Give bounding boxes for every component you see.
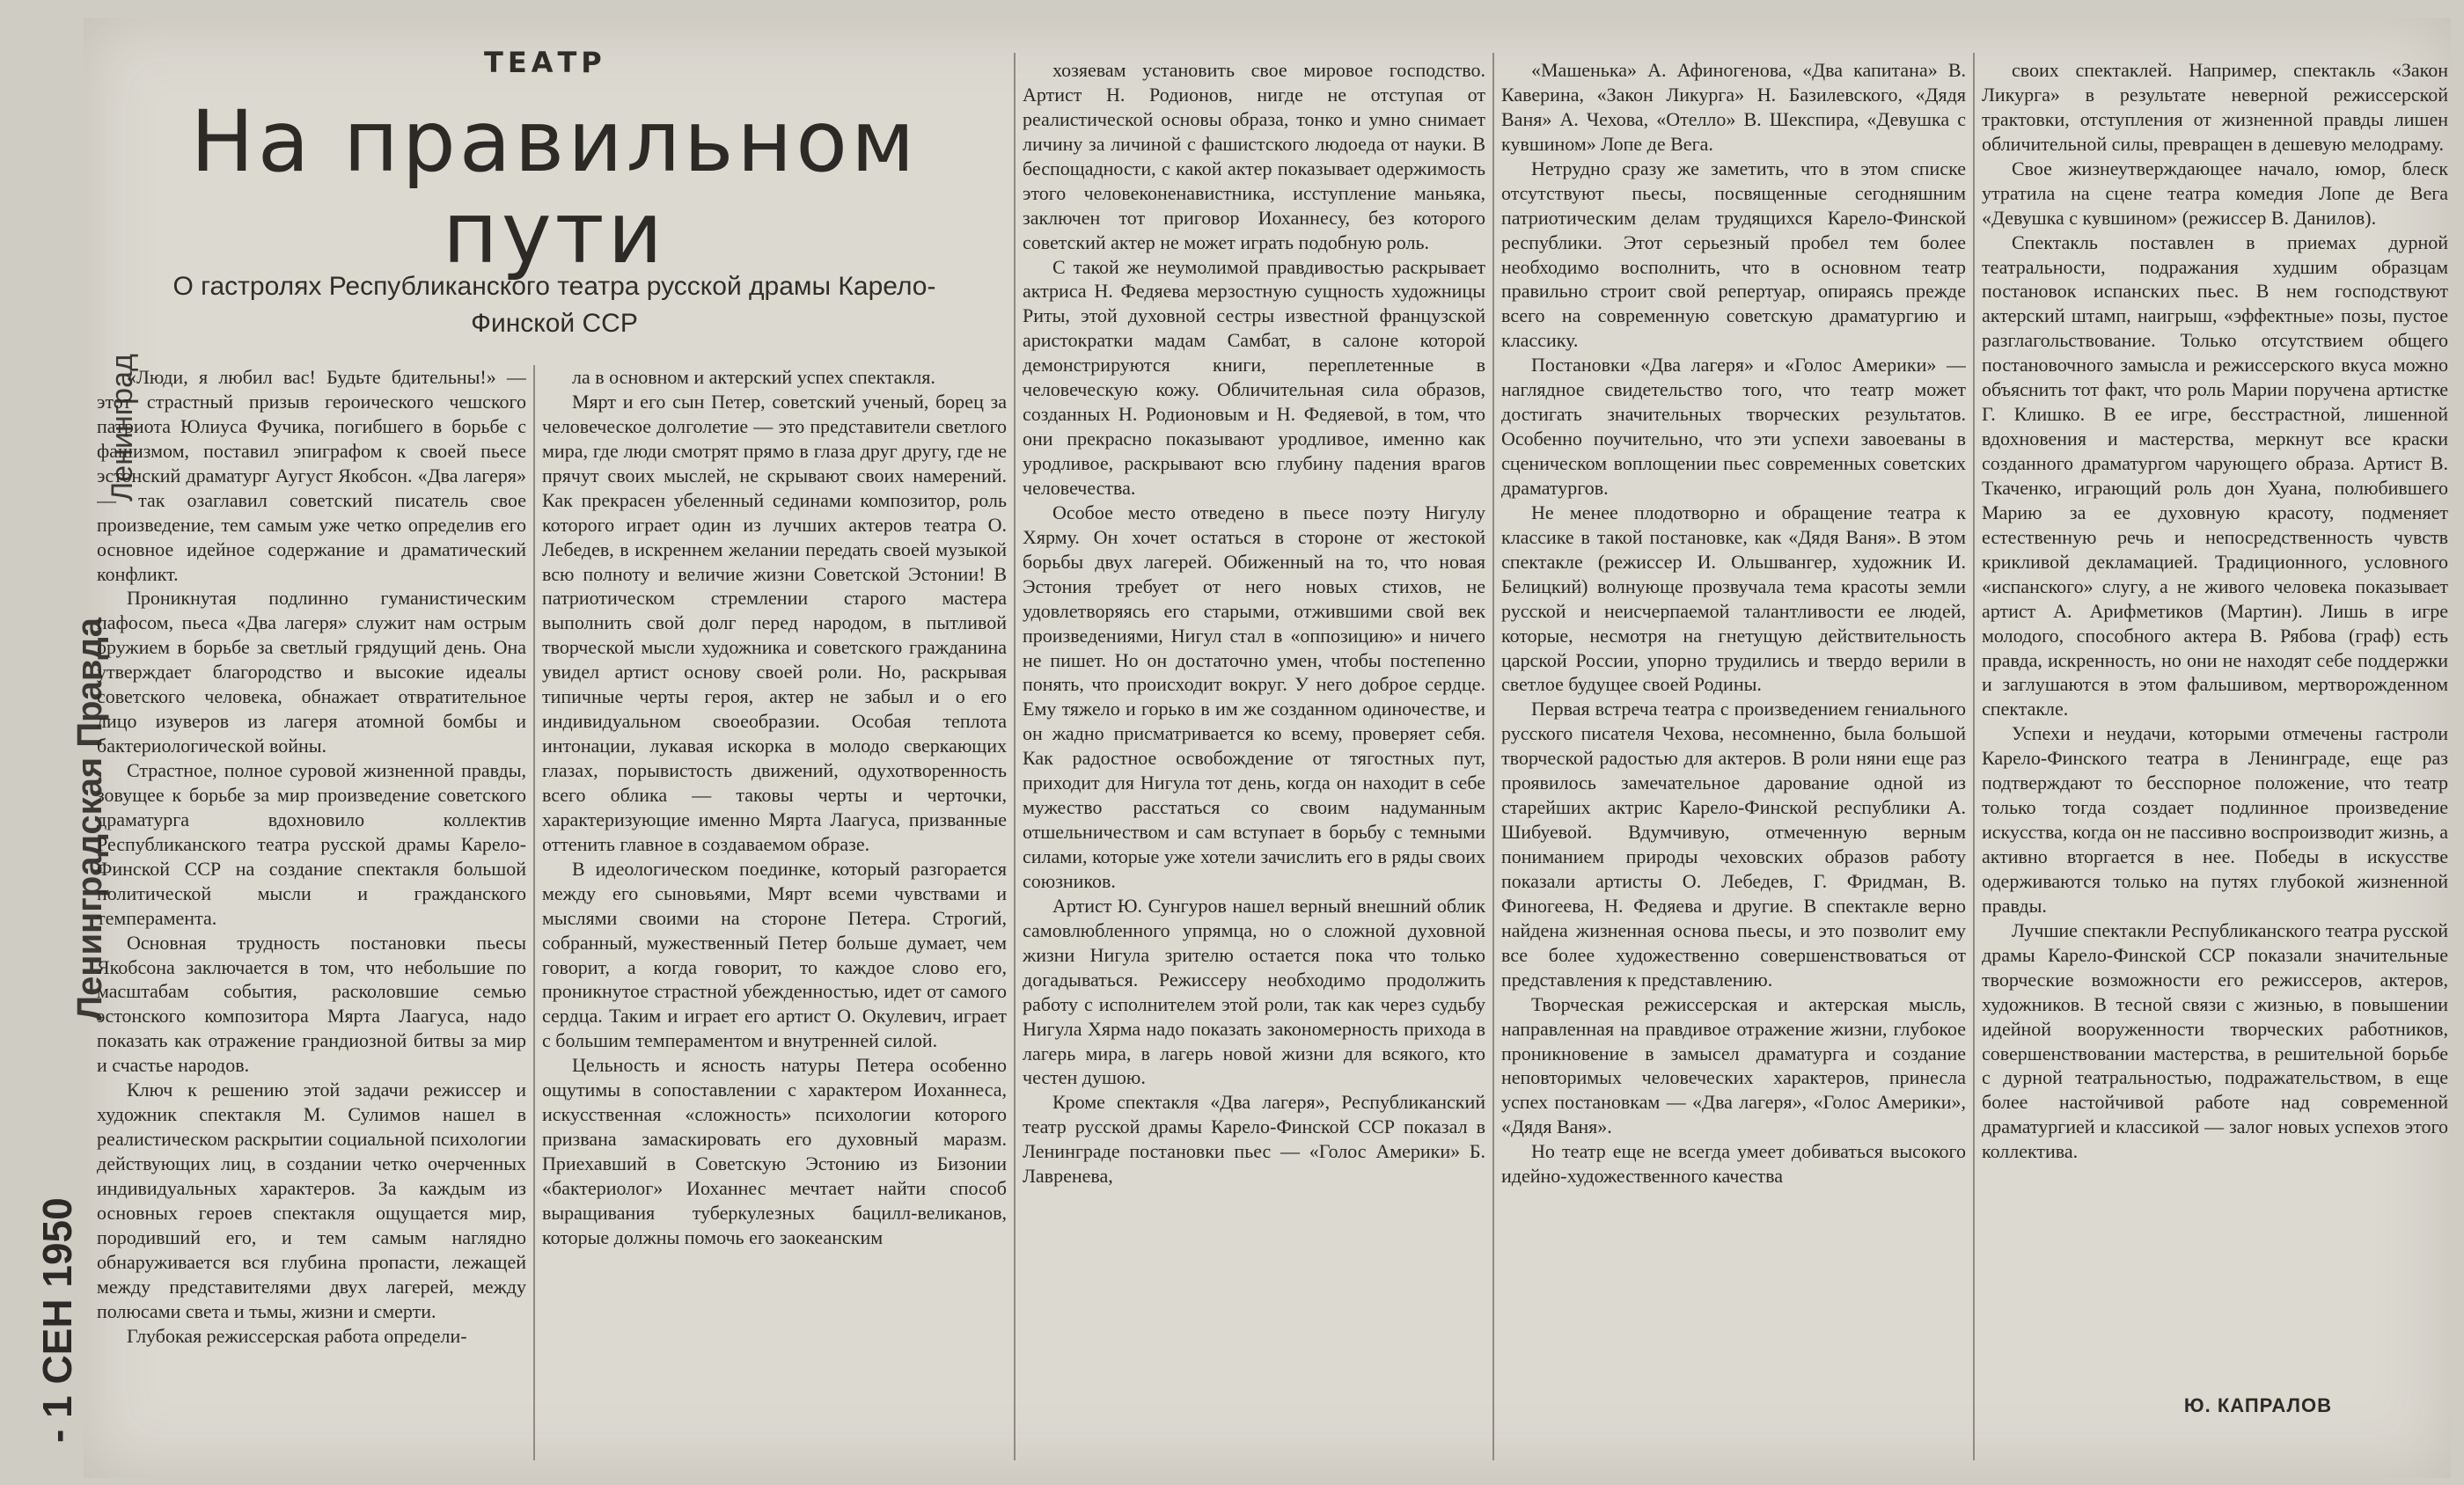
article-paragraph: Нетрудно сразу же заметить, что в этом списке отсутствуют пьесы, посвященные сегодняшним патриотическим делам трудящихся Карело-Финской республики. Этот серьезный пробел тем более необходимо восполнить, что в основном театр правильно строит свой репертуар, опираясь прежде всего на современную советскую драматургию и классику. — [1501, 157, 1966, 352]
article-paragraph: Первая встреча театра с произведением гениального русского писателя Чехова, несомненно, была большой творческой радостью для актеров. В роли няни еще раз проявилось замечательное дарование одной из старейших актрис Карело-Финской республики А. Шибуевой. Вдумчивую, отмеченную верным пониманием природы чеховских образов работу показали артисты О. Лебедев, Г. Фридман, В. Финогеева, Н. Федяева и другие. В спектакле верно найдена жизненная основа пьесы, и это позволит ему все более художественно совершенствоваться от представления к представлению. — [1501, 698, 1966, 991]
article-paragraph: «Люди, я любил вас! Будьте бдительны!» — этот страстный призыв героического чешского патриота Юлиуса Фучика, погибшего в борьбе с фашизмом, поставил эпиграфом к своей пьесе эстонский драматург Аугуст Якобсон. «Два лагеря» — так озаглавил советский писатель свое произведение, тем самым уже четко определив его основное идейное содержание и драматический конфликт. — [97, 366, 526, 585]
article-paragraph: Спектакль поставлен в приемах дурной театральности, подражания худшим образцам постановок испанских пьес. В нем господствуют актерский штамп, наигрыш, «эффектные» позы, пустое разглагольствование. Только отсутствием общего постановочного замысла и режиссерского вкуса можно объяснить тот факт, что роль Марии поручена артистке Г. Клишко. В ее игре, бесстрастной, лишенной вдохновения и мастерства, меркнут все краски созданного драматургом чарующего образа. Артист В. Ткаченко, играющий роль дон Хуана, полюбившего Марию за ее духовную красоту, подменяет естественную речь и непосредственность чувств крикливой декламацией. Традиционного, условного «испанского» слугу, а не живого человека показывает артист А. Арифметиков (Мартин). Лишь в игре молодого, способного актера В. Рябова (граф) есть правда, искренность, но они не находят себе поддержки и заглушаются в этом фальшивом, мертворожденном спектакле. — [1982, 230, 2448, 721]
article-paragraph: Мярт и его сын Петер, советский ученый, борец за человеческое долголетие — это представители светлого мира, где люди смотрят прямо в глаза друг другу, где не прячут своих мыслей, не скрывают своих намерений. Как прекрасен убеленный сединами композитор, роль которого играет один из лучших актеров театра О. Лебедев, в искреннем желании передать своей музыкой всю полноту и величие жизни Советской Эстонии! В патриотическом стремлении старого мастера выполнить свой долг перед народом, в пытливой творческой мысли художника и советского гражданина увидел артист основу своей роли. Но, раскрывая типичные черты героя, актер не забыл и о его индивидуальном своеобразии. Особая теплота интонации, лукавая искорка в молодо сверкающих глазах, порывистость движений, одухотворенность всего облика — таковы черты и черточки, характеризующие именно Мярта Лаагуса, призванные оттенить главное в создаваемом образе. — [542, 390, 1007, 855]
article-paragraph: Свое жизнеутверждающее начало, юмор, блеск утратила на сцене театра комедия Лопе де Вега «Девушка с кувшином» (режиссер В. Данилов). — [1982, 157, 2448, 229]
column-divider — [1973, 53, 1975, 1460]
article-subtitle: О гастролях Республиканского театра русской драмы Карело-Финской ССР — [172, 272, 936, 338]
article-paragraph: Страстное, полное суровой жизненной правды, зовущее к борьбе за мир произведение советского драматурга вдохновило коллектив Республиканского театра русской драмы Карело-Финской ССР на создание спектакля большой политической мысли и гражданского темперамента. — [97, 759, 526, 929]
article-paragraph: Ключ к решению этой задачи режиссер и художник спектакля М. Сулимов нашел в реалистическом раскрытии социальной психологии действующих лиц, в создании четко очерченных индивидуальных характеров. За каждым из основных героев спектакля ощущается мир, породивший его, и тем самым наглядно обнаруживается вся глубина пропасти, лежащей между представителями двух лагерей, между полюсами света и тьмы, жизни и смерти. — [97, 1079, 526, 1322]
article-column-4 — [1501, 58, 1966, 1466]
column-divider — [1014, 53, 1016, 1460]
article-paragraph: Не менее плодотворно и обращение театра к классике в такой постановке, как «Дядя Ваня». В этом спектакле (режиссер И. Ольшвангер, художник И. Белицкий) волнующе прозвучала тема красоты земли русской и неисчерпаемой талантливости ее людей, которые, несмотря на гнетущую действительность царской России, упорно трудились и твердо верили в светлое будущее своей Родины. — [1501, 501, 1966, 696]
article-column-3 — [1023, 58, 1485, 1466]
article-paragraph: Основная трудность постановки пьесы Якобсона заключается в том, что небольшие по масштабам события, расколовшие семью эстонского композитора Мярта Лаагуса, надо показать как отражение грандиозной битвы за мир и счастье народов. — [97, 931, 526, 1077]
stamp-city: Ленинград — [106, 354, 139, 501]
rubric-label: ТЕАТР — [484, 46, 606, 79]
article-column-1 — [97, 365, 526, 1465]
article-paragraph: С такой же неумолимой правдивостью раскрывает актриса Н. Федяева мерзостную сущность художницы Риты, этой духовной сестры известной французской аристократки мадам Самбат, в салоне которой демонстрируются книги, переплетенные в человеческую кожу. Обличительная сила образов, созданных Н. Родионовым и Н. Федяевой, в том, что они прекрасно показывают уродливое, именно как уродливое, раскрывают всю глубину падения врагов человечества. — [1023, 255, 1485, 499]
article-paragraph: Лучшие спектакли Республиканского театра русской драмы Карело-Финской ССР показали значительные творческие возможности его режиссеров, актеров, художников. В тесной связи с жизнью, в повышении идейной вооруженности творческих работников, совершенствовании мастерства, в решительной борьбе с дурной театральностью, подражательством, в еще более настойчивой работе над современной драматургией и классикой — залог новых успехов этого коллектива. — [1982, 918, 2448, 1163]
article-paragraph: Цельность и ясность натуры Петера особенно ощутимы в сопоставлении с характером Иоханнеса, искусственная «сложность» психологии которого призвана замаскировать его духовный маразм. Приехавший в Советскую Эстонию из Бизонии «бактериолог» Иоханнес мечтает найти способ выращивания туберкулезных бацилл-великанов, которые должны помочь его заокеанским — [542, 1054, 1007, 1248]
article-paragraph: Успехи и неудачи, которыми отмечены гастроли Карело-Финского театра в Ленинграде, еще раз подтверждают то бесспорное положение, что театр только тогда создает подлинное произведение искусства, когда он не пассивно воспроизводит жизнь, а активно вторгается в нее. Победы в искусстве одерживаются только на путях глубокой жизненной правды. — [1982, 722, 2448, 917]
article-paragraph: Проникнутая подлинно гуманистическим пафосом, пьеса «Два лагеря» служит нам острым оружием в борьбе за светлый грядущий день. Она утверждает благородство и высокие идеалы советского человека, обнажает отвратительное лицо изуверов из лагеря атомной бомбы и бактериологической войны. — [97, 587, 526, 757]
article-paragraph: Постановки «Два лагеря» и «Голос Америки» — наглядное свидетельство того, что театр может достигать значительных творческих результатов. Особенно поучительно, что эти успехи завоеваны в сценическом воплощении пьес современных советских драматургов. — [1501, 354, 1966, 499]
article-title: На правильном пути — [190, 92, 919, 282]
article-column-5 — [1982, 58, 2448, 1391]
article-paragraph: своих спектаклей. Например, спектакль «Закон Ликурга» в результате неверной режиссерской трактовки, отступления от жизненной правды лишен обличительной силы, превращен в дешевую мелодраму. — [1982, 59, 2448, 155]
library-stamp — [18, 211, 139, 1443]
stamp-date: - 1 СЕН 1950 — [34, 1197, 80, 1443]
article-paragraph: Творческая режиссерская и актерская мысль, направленная на правдивое отражение жизни, глубокое проникновение в замысел драматурга и создание неповторимых человеческих характеров, принесла успех постановкам — «Два лагеря», «Голос Америки», «Дядя Ваня». — [1501, 992, 1966, 1138]
article-paragraph: Особое место отведено в пьесе поэту Нигулу Хярму. Он хочет остаться в стороне от жестокой борьбы двух лагерей. Обиженный на то, что новая Эстония требует от него новых стихов, не удовлетворяясь его старыми, отжившими свой век произведениями, Нигул стал в «оппозицию» и ничего не пишет. Но он достаточно умен, чтобы постепенно понять, что происходит вокруг. У него доброе сердце. Ему тяжело и горько в им же созданном одиночестве, и он жадно присматривается ко всему, проверяет себя. Как радостное освобождение от тягостных пут, приходит для Нигула тот день, когда он находит в себе мужество расстаться со своим надуманным отшельничеством и сам вступает в борьбу с темными силами, которые уже хотели зачислить его в ряды своих союзников. — [1023, 501, 1485, 892]
article-paragraph: хозяевам установить свое мировое господство. Артист Н. Родионов, нигде не отступая от реалистической основы образа, тонко и умно снимает личину за личиной с фашистского людоеда от науки. В беспощадности, с какой актер показывает одержимость этого человеконенавистника, исступление маньяка, заключен тот приговор Иоханнесу, без которого советский актер не может играть подобную роль. — [1023, 59, 1485, 253]
article-paragraph: Глубокая режиссерская работа определи- — [127, 1324, 467, 1347]
article-paragraph: Кроме спектакля «Два лагеря», Республиканский театр русской драмы Карело-Финской ССР показал в Ленинграде постановки пьес — «Голос Америки» Б. Лавренева, — [1023, 1091, 1485, 1188]
article-column-2 — [542, 365, 1007, 1465]
stamp-newspaper-name: Ленинградская Правда — [70, 617, 109, 1020]
article-paragraph: ла в основном и актерский успех спектакля. — [572, 366, 935, 388]
article-paragraph: Но театр еще не всегда умеет добиваться высокого идейно-художественного качества — [1501, 1140, 1966, 1188]
article-paragraph: «Машенька» А. Афиногенова, «Два капитана» В. Каверина, «Закон Ликурга» Н. Базилевского, «Дядя Ваня» А. Чехова, «Отелло» В. Шекспира, «Девушка с кувшином» Лопе де Вега. — [1501, 59, 1966, 155]
column-divider — [533, 365, 535, 1460]
article-paragraph: Артист Ю. Сунгуров нашел верный внешний облик самовлюбленного упрямца, но о сложной духовной жизни Нигула зрителю остается пока что только догадываться. Режиссеру необходимо продолжить работу с исполнителем этой роли, так как через судьбу Нигула Хярма надо показать закономерность прихода в лагерь мира, в лагерь новой жизни для всякого, кто честен душою. — [1023, 894, 1485, 1089]
article-paragraph: В идеологическом поединке, который разгорается между его сыновьями, Мярт всеми чувствами и мыслями своими на стороне Петера. Строгий, собранный, мужественный Петер больше думает, чем говорит, а когда говорит, то каждое слово его, проникнутое страстной убежденностью, идет от самого сердца. Таким и играет его артист О. Окулевич, играет с большим темпераментом и внутренней силой. — [542, 857, 1007, 1052]
author-signature: Ю. КАПРАЛОВ — [2183, 1394, 2332, 1416]
column-divider — [1492, 53, 1494, 1460]
